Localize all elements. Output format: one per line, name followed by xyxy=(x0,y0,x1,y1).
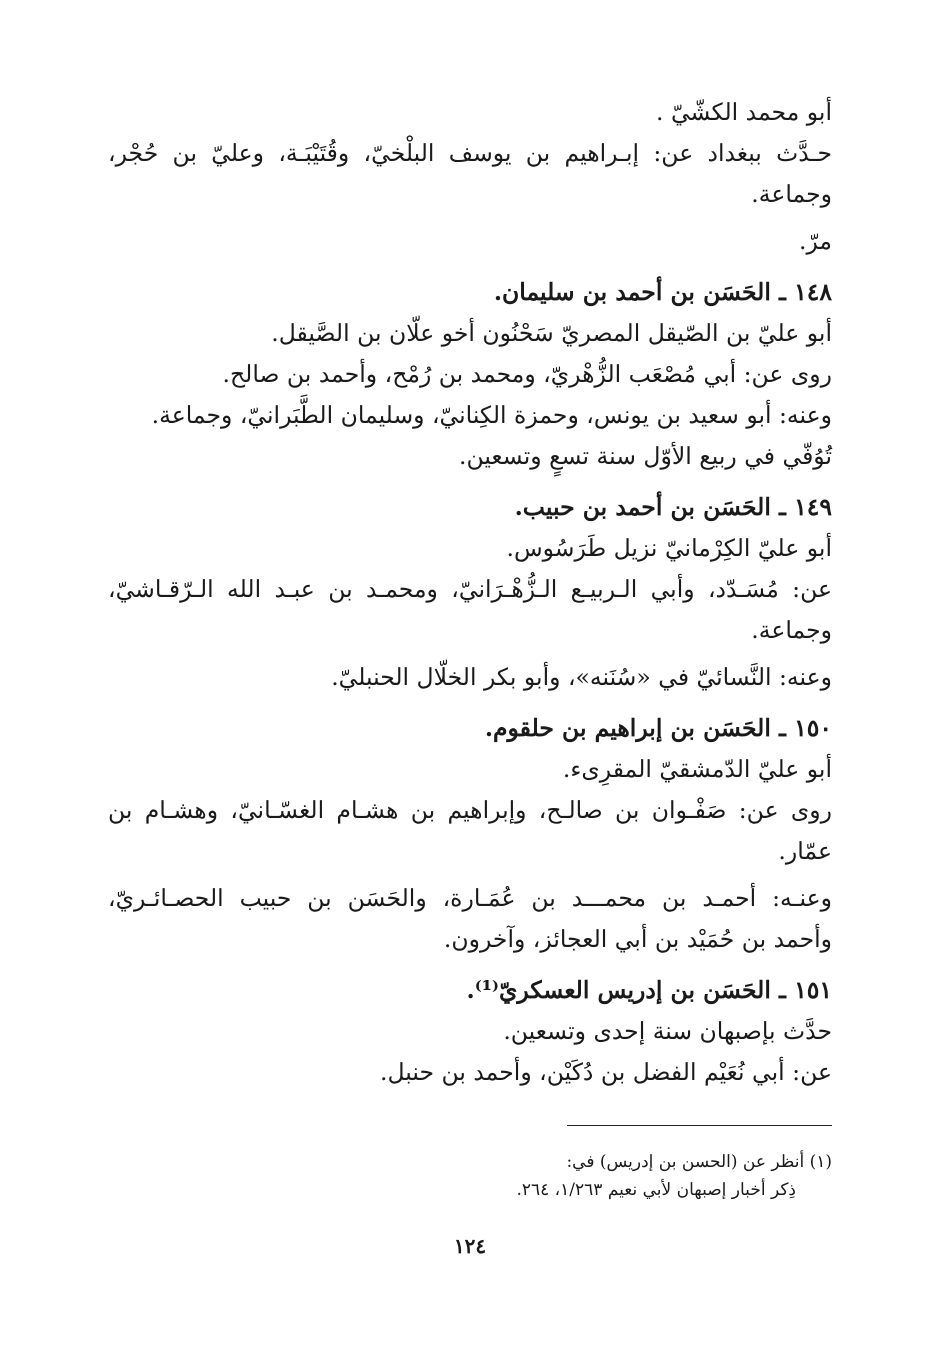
text-line: روى عن: صَفْـوان بن صالـح، وإبراهيم بن هشـام الغسّـانيّ، وهشـام بن xyxy=(108,796,832,824)
text-line: عن: أبي نُعَيْم الفضل بن دُكَيْن، وأحمد بن حنبل. xyxy=(380,1058,832,1086)
footnote-divider xyxy=(567,1125,832,1126)
footnote-line: ذِكر أخبار إصبهان لأبي نعيم ١/٢٦٣، ٢٦٤. xyxy=(516,1180,796,1200)
text-line: وجماعة. xyxy=(751,180,832,208)
entry-heading-150: ١٥٠ ـ الحَسَن بن إبراهيم بن حلقوم. xyxy=(484,714,832,742)
text-line: أبو عليّ الدّمشقيّ المقرِىء. xyxy=(562,755,832,783)
page-number: ١٢٤ xyxy=(453,1234,487,1258)
entry-heading-148: ١٤٨ ـ الحَسَن بن أحمد بن سليمان. xyxy=(493,278,832,306)
entry-heading-149: ١٤٩ ـ الحَسَن بن أحمد بن حبيب. xyxy=(514,493,832,521)
text-line: روى عن: أبي مُصْعَب الزُّهْريّ، ومحمد بن رُمْح، وأحمد بن صالح. xyxy=(222,360,832,388)
text-line: مرّ. xyxy=(798,227,832,255)
text-line: وعنه: أبو سعيد بن يونس، وحمزة الكِنانيّ، وسليمان الطَّبَرانيّ، وجماعة. xyxy=(151,401,832,429)
text-line: عن: مُسَـدّد، وأبي الـربيـع الـزُّهْـرَانيّ، ومحمـد بن عبـد الله الـرّقـاشيّ، xyxy=(108,575,832,603)
entry-heading-151: ١٥١ ـ الحَسَن بن إدريس العسكريّ⁽¹⁾. xyxy=(466,976,832,1004)
text-line: حدَّث بإصبهان سنة إحدى وتسعين. xyxy=(503,1017,832,1045)
text-line: وعنـه: أحمـد بن محمـــد بن عُمَـارة، والحَسَن بن حبيب الحصـائـريّ، xyxy=(108,884,832,912)
text-line: حـدَّث ببغداد عن: إبـراهيم بن يوسف البلْخيّ، وقُتَيْبَـة، وعليّ بن حُجْر، xyxy=(108,139,832,167)
main-text xyxy=(108,92,832,1093)
text-line: وجماعة. xyxy=(751,616,832,644)
text-line: أبو عليّ الكِرْمانيّ نزيل طَرَسُوس. xyxy=(506,534,832,562)
footnote-line: (١) أنظر عن (الحسن بن إدريس) في: xyxy=(566,1152,832,1172)
text-line: أبو عليّ بن الصّيقل المصريّ سَحْنُون أخو علّان بن الصَّيقل. xyxy=(271,319,832,347)
text-line: تُوُفّي في ربيع الأوّل سنة تسعٍ وتسعين. xyxy=(458,442,832,470)
text-line: أبو محمد الكشّيّ . xyxy=(656,98,832,126)
text-line: وعنه: النَّسائيّ في «سُنَنه»، وأبو بكر الخلّال الحنبليّ. xyxy=(331,663,832,691)
text-line: عمّار. xyxy=(778,837,832,865)
text-line: وأحمد بن حُمَيْد بن أبي العجائز، وآخرون. xyxy=(443,925,832,953)
footnotes xyxy=(108,1148,832,1204)
